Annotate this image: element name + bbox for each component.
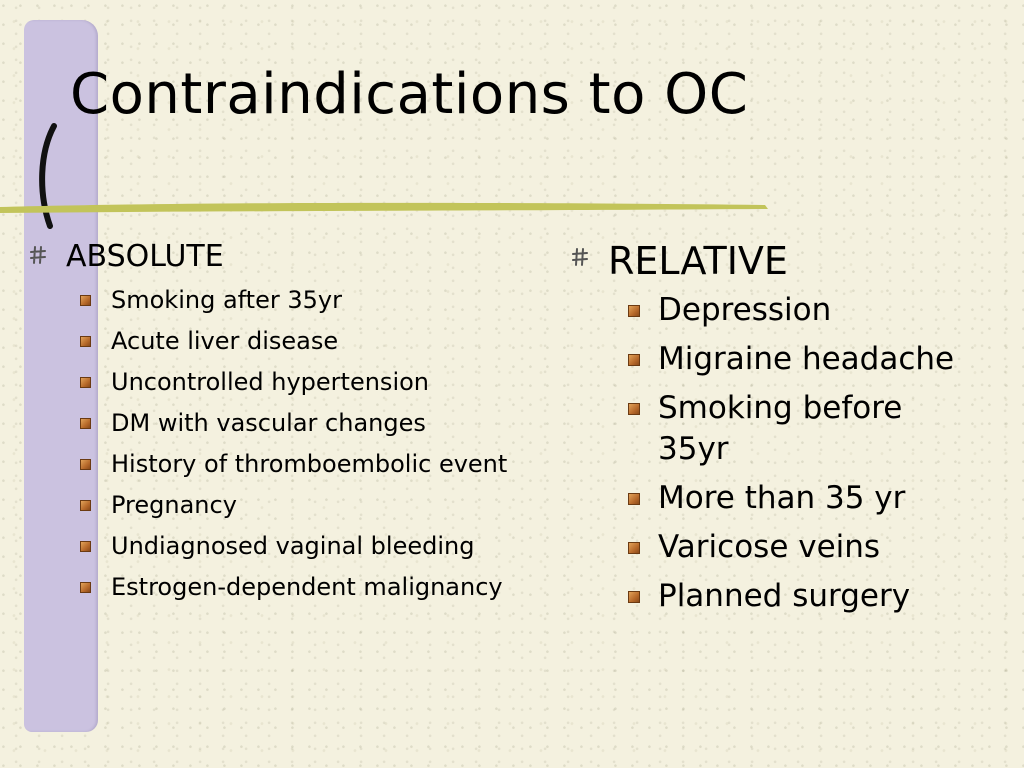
list-item (628, 339, 992, 380)
list-item-text: Estrogen-dependent malignancy (111, 573, 503, 601)
list-item (628, 388, 992, 470)
list-item-text: DM with vascular changes (111, 409, 426, 437)
square-bullet-icon (80, 541, 91, 552)
list-item-text: Planned surgery (658, 578, 911, 614)
absolute-heading: ABSOLUTE (66, 239, 224, 274)
relative-heading-row (572, 236, 992, 286)
list-item (628, 576, 992, 617)
list-item (628, 527, 992, 568)
list-item-text: Undiagnosed vaginal bleeding (111, 532, 475, 560)
square-bullet-icon (80, 336, 91, 347)
slide-title: Contraindications to OC (70, 62, 749, 127)
square-bullet-icon (80, 500, 91, 511)
square-bullet-icon (80, 377, 91, 388)
relative-list (628, 290, 992, 617)
list-item (80, 284, 550, 317)
list-item-text: Varicose veins (658, 529, 881, 565)
list-item (628, 478, 992, 519)
absolute-column (30, 236, 550, 612)
relative-heading: RELATIVE (608, 239, 788, 283)
square-bullet-icon (628, 305, 640, 317)
square-bullet-icon (628, 542, 640, 554)
list-item (80, 489, 550, 522)
title-underline-rule (0, 195, 770, 219)
list-item-text: Migraine headache (658, 341, 955, 377)
hash-bullet-icon (572, 248, 588, 266)
square-bullet-icon (628, 493, 640, 505)
list-item (80, 571, 550, 604)
list-item-text: Uncontrolled hypertension (111, 368, 429, 396)
list-item (80, 530, 550, 563)
list-item-text: Smoking before 35yr (658, 390, 903, 467)
absolute-list (80, 284, 550, 604)
list-item-text: Pregnancy (111, 491, 237, 519)
square-bullet-icon (628, 591, 640, 603)
list-item-text: Depression (658, 292, 832, 328)
hash-bullet-icon (30, 246, 46, 264)
square-bullet-icon (80, 459, 91, 470)
list-item (80, 448, 550, 481)
list-item-text: Acute liver disease (111, 327, 339, 355)
square-bullet-icon (80, 295, 91, 306)
list-item (80, 366, 550, 399)
list-item-text: Smoking after 35yr (111, 286, 342, 314)
list-item-text: More than 35 yr (658, 480, 906, 516)
square-bullet-icon (628, 354, 640, 366)
list-item (80, 325, 550, 358)
list-item-text: History of thromboembolic event (111, 450, 508, 478)
absolute-heading-row (30, 236, 550, 278)
list-item (80, 407, 550, 440)
square-bullet-icon (80, 582, 91, 593)
square-bullet-icon (628, 403, 640, 415)
list-item (628, 290, 992, 331)
square-bullet-icon (80, 418, 91, 429)
relative-column (572, 236, 992, 625)
